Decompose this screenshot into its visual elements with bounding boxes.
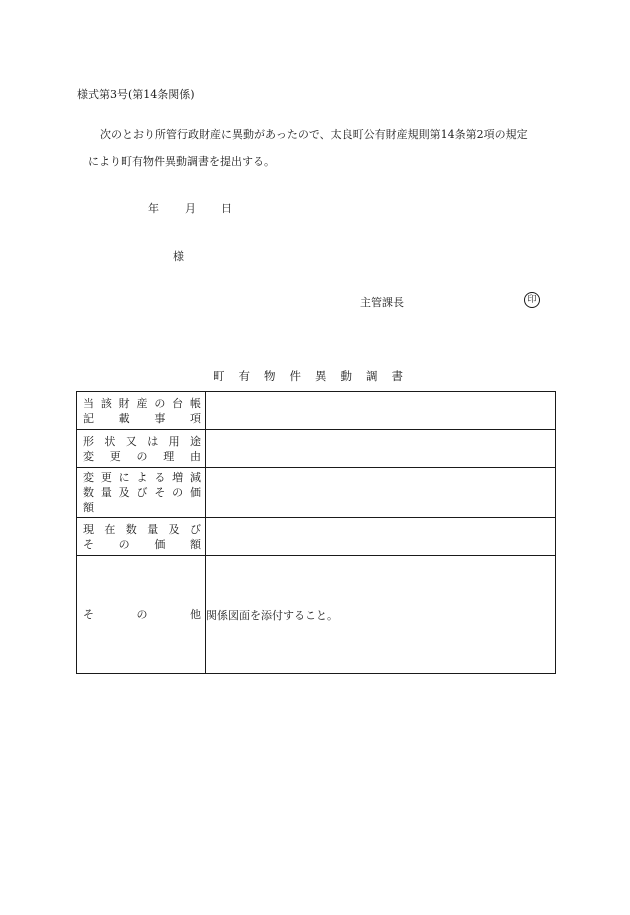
document-title: 町有物件異動調書 — [213, 369, 417, 383]
row-label-change-reason — [77, 430, 206, 468]
date-month-label: 月 — [185, 202, 196, 215]
row-value-change-reason — [206, 430, 556, 468]
table-row-ledger-items — [77, 392, 556, 430]
table-row-quantity-change — [77, 468, 556, 518]
row-label-quantity-change — [77, 468, 206, 518]
label-line: 当該財産の台帳 — [83, 396, 201, 410]
row-value-current-quantity — [206, 518, 556, 556]
table-row-other — [77, 556, 556, 674]
row-value-quantity-change — [206, 468, 556, 518]
label-line: 数量及びその価 — [83, 486, 201, 499]
label-line: 変更による増減 — [83, 471, 201, 484]
seal-icon: 印 — [524, 292, 540, 308]
form-number: 様式第3号(第14条関係) — [77, 88, 195, 101]
date-day-label: 日 — [221, 202, 232, 215]
date-year-label: 年 — [148, 202, 159, 215]
addressee-suffix: 様 — [173, 250, 184, 263]
survey-table — [76, 391, 556, 674]
label-line: その価額 — [83, 537, 201, 551]
label-line: 現在数量及び — [83, 522, 201, 536]
label-line: その他 — [83, 608, 201, 621]
table-row-change-reason — [77, 430, 556, 468]
row-value-ledger-items — [206, 392, 556, 430]
intro-text-line-1: 次のとおり所管行政財産に異動があったので、太良町公有財産規則第14条第2項の規定 — [100, 128, 528, 141]
row-label-current-quantity — [77, 518, 206, 556]
table-row-current-quantity — [77, 518, 556, 556]
label-line: 記載事項 — [83, 411, 201, 425]
label-line: 変更の理由 — [83, 449, 201, 463]
row-label-ledger-items — [77, 392, 206, 430]
label-line: 額 — [83, 501, 94, 514]
row-label-other — [77, 556, 206, 674]
row-value-other: 関係図面を添付すること。 — [206, 556, 556, 674]
intro-text-line-2: により町有物件異動調書を提出する。 — [88, 155, 275, 168]
manager-title: 主管課長 — [360, 296, 404, 309]
label-line: 形状又は用途 — [83, 434, 201, 448]
